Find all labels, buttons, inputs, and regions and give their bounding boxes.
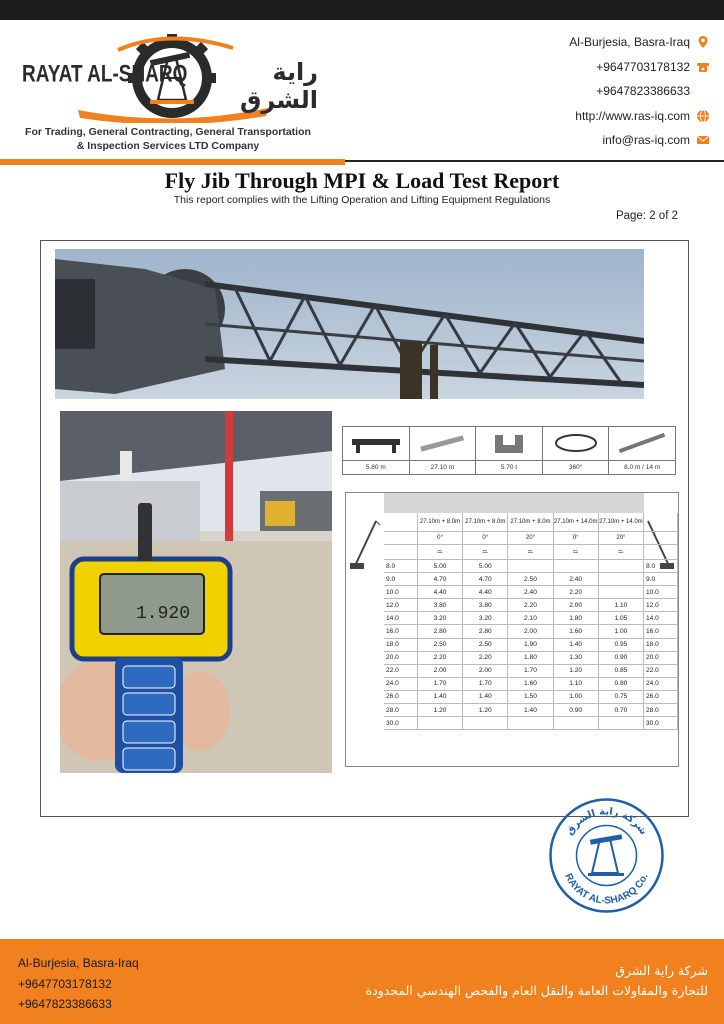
- capacity-cell: 1.60: [508, 677, 553, 690]
- radius-cell: 22.0: [644, 664, 678, 677]
- capacity-cell: 1.40: [553, 638, 598, 651]
- footer-ar-line-2: للتجارة والمقاولات العامة والنقل العام والفحص الهندسي المحدودة: [365, 983, 708, 998]
- capacity-cell: [598, 586, 643, 599]
- capacity-cell: 1.70: [417, 677, 462, 690]
- fly-jib-photo: [55, 249, 644, 399]
- hook-icon: ⏢: [508, 545, 553, 560]
- capacity-cell: 1.00: [598, 625, 643, 638]
- stamp-derrick-icon: [588, 834, 624, 876]
- capacity-cell: 1.40: [508, 704, 553, 717]
- spec-value: 5.70 t: [476, 461, 543, 475]
- capacity-cell: 2.40: [553, 573, 598, 586]
- load-table-band: [384, 493, 644, 513]
- footer-phone-2[interactable]: +9647823386633: [18, 997, 112, 1011]
- radius-cell: 12.0: [384, 599, 417, 612]
- spec-icon-jib: [609, 427, 676, 461]
- capacity-cell: [508, 560, 553, 573]
- table-row: [384, 573, 678, 586]
- company-stamp: [548, 797, 665, 914]
- capacity-cell: 0.70: [598, 704, 643, 717]
- capacity-cell: 2.50: [463, 638, 508, 651]
- capacity-cell: 1.20: [553, 664, 598, 677]
- capacity-cell: 1.40: [463, 690, 508, 703]
- contact-email[interactable]: info@ras-iq.com: [480, 128, 710, 153]
- capacity-cell: 3.20: [463, 612, 508, 625]
- location-pin-icon: [696, 35, 710, 49]
- radius-cell: 20.0: [384, 651, 417, 664]
- contact-website[interactable]: http://www.ras-iq.com: [480, 104, 710, 129]
- radius-cell: 18.0: [644, 638, 678, 651]
- capacity-cell: 2.20: [508, 599, 553, 612]
- radius-cell: 12.0: [644, 599, 678, 612]
- brand-name-ar: راية الشرق: [239, 58, 318, 114]
- hook-icon: ⏢: [553, 545, 598, 560]
- letterhead: [0, 20, 724, 162]
- angle-cell: 0°: [417, 532, 462, 545]
- table-row: [384, 599, 678, 612]
- capacity-cell: 1.80: [553, 612, 598, 625]
- capacity-cell: 1.80: [508, 651, 553, 664]
- capacity-cell: 2.00: [553, 599, 598, 612]
- table-row: [384, 717, 678, 730]
- capacity-cell: 5.00: [463, 560, 508, 573]
- radius-cell: 9.0: [644, 573, 678, 586]
- radius-cell: 8.0: [644, 560, 678, 573]
- angle-cell: 20°: [508, 532, 553, 545]
- capacity-cell: 1.10: [553, 677, 598, 690]
- capacity-cell: 1.20: [463, 704, 508, 717]
- brand-name-en: RAYAT AL-SHARQ: [22, 61, 188, 88]
- load-table: [384, 513, 678, 730]
- page-number: Page: 2 of 2: [615, 210, 678, 222]
- capacity-cell: [598, 560, 643, 573]
- radius-cell: 20.0: [644, 651, 678, 664]
- capacity-cell: 1.90: [508, 638, 553, 651]
- radius-cell: 28.0: [384, 704, 417, 717]
- spec-value: 360°: [542, 461, 609, 475]
- svg-text:شركة راية الشرق: [564, 806, 649, 837]
- capacity-cell: 0.95: [598, 638, 643, 651]
- capacity-cell: [463, 717, 508, 730]
- capacity-cell: 2.00: [508, 625, 553, 638]
- capacity-cell: 4.40: [417, 586, 462, 599]
- column-header: 27.10m + 14.0m: [553, 513, 598, 532]
- capacity-cell: 5.00: [417, 560, 462, 573]
- angle-cell: 0°: [463, 532, 508, 545]
- capacity-cell: 4.70: [417, 573, 462, 586]
- footer-address: Al-Burjesia, Basra-Iraq: [18, 956, 139, 970]
- capacity-cell: 0.75: [598, 690, 643, 703]
- load-chart: [342, 420, 682, 772]
- radius-cell: 28.0: [644, 704, 678, 717]
- table-row: [384, 625, 678, 638]
- header-divider-orange: [0, 159, 345, 165]
- table-row: [384, 651, 678, 664]
- capacity-cell: 1.30: [553, 651, 598, 664]
- envelope-icon: [696, 133, 710, 147]
- spec-strip: [342, 426, 676, 475]
- table-row: [384, 612, 678, 625]
- load-table-header: [384, 513, 678, 532]
- company-tagline: For Trading, General Contracting, General Transportation & Inspection Services LTD Company: [25, 126, 311, 152]
- capacity-cell: 2.00: [463, 664, 508, 677]
- footer: [0, 939, 724, 1024]
- radius-cell: 24.0: [384, 677, 417, 690]
- capacity-cell: 3.80: [463, 599, 508, 612]
- crane-diagram-left-icon: [348, 513, 382, 573]
- contact-list: [480, 30, 710, 153]
- capacity-cell: [417, 717, 462, 730]
- capacity-cell: 2.10: [508, 612, 553, 625]
- capacity-cell: 2.40: [508, 586, 553, 599]
- contact-phone-1[interactable]: +9647703178132: [480, 55, 710, 80]
- capacity-cell: [553, 560, 598, 573]
- capacity-cell: 1.50: [508, 690, 553, 703]
- footer-company-ar: [366, 961, 708, 1001]
- spec-icon-slew: [542, 427, 609, 461]
- capacity-cell: 0.90: [553, 704, 598, 717]
- capacity-cell: 1.40: [417, 690, 462, 703]
- spec-value: 27.10 m: [409, 461, 476, 475]
- capacity-cell: 2.50: [508, 573, 553, 586]
- radius-cell: 30.0: [644, 717, 678, 730]
- capacity-cell: 1.05: [598, 612, 643, 625]
- capacity-cell: 2.20: [463, 651, 508, 664]
- capacity-cell: 0.85: [598, 664, 643, 677]
- angle-cell: 0°: [553, 532, 598, 545]
- capacity-cell: 0.90: [598, 651, 643, 664]
- top-bar: [0, 0, 724, 20]
- capacity-cell: 0.80: [598, 677, 643, 690]
- capacity-cell: 3.80: [417, 599, 462, 612]
- footer-phone-1[interactable]: +9647703178132: [18, 976, 112, 991]
- table-row: [384, 704, 678, 717]
- radius-cell: 26.0: [644, 690, 678, 703]
- angle-cell: 20°: [598, 532, 643, 545]
- radius-cell: 14.0: [384, 612, 417, 625]
- load-table-body: [384, 560, 678, 730]
- footer-ar-line-1: شركة راية الشرق: [615, 963, 708, 978]
- radius-cell: 8.0: [384, 560, 417, 573]
- capacity-cell: 4.40: [463, 586, 508, 599]
- column-header: 27.10m + 8.0m: [417, 513, 462, 532]
- radius-cell: 18.0: [384, 638, 417, 651]
- capacity-cell: 1.70: [463, 677, 508, 690]
- capacity-cell: [553, 717, 598, 730]
- radius-cell: 16.0: [384, 625, 417, 638]
- load-table-hook-row: [384, 545, 678, 560]
- column-header: 27.10m + 8.0m: [463, 513, 508, 532]
- hook-icon: ⏢: [598, 545, 643, 560]
- hook-icon: ⏢: [417, 545, 462, 560]
- contact-address: Al-Burjesia, Basra-Iraq: [480, 30, 710, 55]
- globe-icon: [696, 109, 710, 123]
- capacity-cell: 2.50: [417, 638, 462, 651]
- capacity-cell: 3.20: [417, 612, 462, 625]
- spec-icon-counterweight: [476, 427, 543, 461]
- table-row: [384, 664, 678, 677]
- capacity-cell: 2.80: [463, 625, 508, 638]
- capacity-cell: 2.80: [417, 625, 462, 638]
- phone-icon: [696, 60, 710, 74]
- radius-cell: 10.0: [384, 586, 417, 599]
- table-row: [384, 638, 678, 651]
- header-divider-dark: [345, 160, 724, 162]
- capacity-cell: 1.00: [553, 690, 598, 703]
- radius-cell: 16.0: [644, 625, 678, 638]
- radius-cell: 22.0: [384, 664, 417, 677]
- capacity-cell: 2.00: [417, 664, 462, 677]
- load-table-angles: [384, 532, 678, 545]
- capacity-cell: 1.10: [598, 599, 643, 612]
- spec-value: 5.80 m: [343, 461, 410, 475]
- radius-cell: 26.0: [384, 690, 417, 703]
- capacity-cell: 4.70: [463, 573, 508, 586]
- load-table-wrapper: [345, 492, 679, 767]
- spec-icon-carrier: [343, 427, 410, 461]
- hook-icon: ⏢: [463, 545, 508, 560]
- column-header: 27.10m + 8.0m: [508, 513, 553, 532]
- capacity-cell: 1.20: [417, 704, 462, 717]
- stamp-text-en: RAYAT AL-SHARQ Co.: [562, 871, 651, 907]
- capacity-cell: 1.70: [508, 664, 553, 677]
- capacity-cell: 2.20: [553, 586, 598, 599]
- radius-cell: 9.0: [384, 573, 417, 586]
- capacity-cell: [598, 573, 643, 586]
- radius-cell: 24.0: [644, 677, 678, 690]
- table-row: [384, 586, 678, 599]
- radius-cell: 30.0: [384, 717, 417, 730]
- spec-icon-boom: [409, 427, 476, 461]
- table-row: [384, 560, 678, 573]
- radius-cell: 10.0: [644, 586, 678, 599]
- spec-value: 8.0 m / 14 m: [609, 461, 676, 475]
- report-title: Fly Jib Through MPI & Load Test Report: [164, 168, 560, 193]
- table-row: [384, 690, 678, 703]
- radius-cell: 14.0: [644, 612, 678, 625]
- footer-contacts: [18, 953, 139, 1015]
- capacity-cell: 2.20: [417, 651, 462, 664]
- contact-phone-2[interactable]: +9647823386633: [596, 84, 690, 99]
- stamp-text-ar: شركة راية الشرق: [564, 806, 649, 838]
- capacity-cell: 1.60: [553, 625, 598, 638]
- column-header: 27.10m + 14.0m: [598, 513, 643, 532]
- table-row: [384, 677, 678, 690]
- report-subtitle: This report complies with the Lifting Operation and Lifting Equipment Regulations: [173, 194, 551, 206]
- company-logo: [18, 28, 318, 123]
- capacity-cell: [508, 717, 553, 730]
- capacity-cell: [598, 717, 643, 730]
- meter-reading: 1.920: [135, 604, 190, 624]
- load-meter-photo: [60, 411, 332, 773]
